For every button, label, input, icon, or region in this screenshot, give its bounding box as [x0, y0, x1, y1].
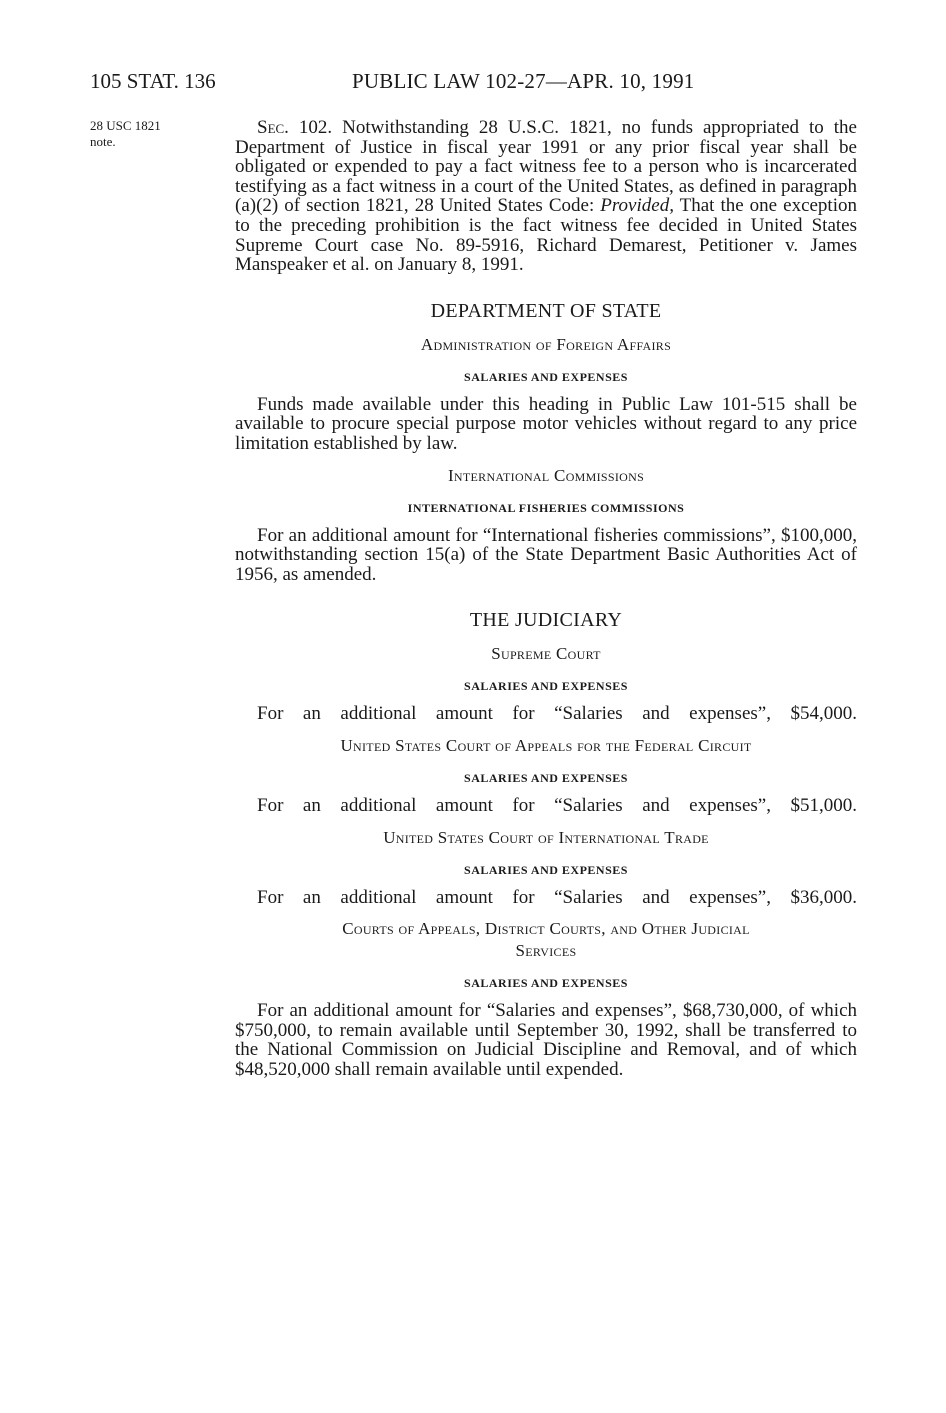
margin-citation: [90, 118, 210, 150]
agency-heading: Supreme Court: [491, 644, 601, 664]
appropriation-paragraph: For an additional amount for “Salaries and expenses”, $54,000.: [257, 703, 857, 725]
proviso-word: Provided,: [600, 195, 674, 217]
section-text-after: That the one exception to the preceding prohibition is the fact witness fee decided in United States Supreme Court case No. 89-5916, Richard Demarest, Petitioner v. James Manspeaker et al. on January 8, 1991.: [235, 195, 857, 276]
agency-heading: Administration of Foreign Affairs: [420, 334, 672, 354]
department-heading: DEPARTMENT OF STATE: [430, 299, 662, 322]
agency-heading-line1: Courts of Appeals, District Courts, and Other Judicial: [342, 919, 750, 939]
agency-heading: International Commissions: [447, 465, 645, 485]
section-label: Sec. 102.: [257, 117, 333, 138]
appropriation-paragraph: For an additional amount for “Salaries and expenses”, $68,730,000, of which $750,000, to remain available until September 30, 1992, shall be transferred to the National Commission on Judicial Discipline and Removal, and of which $48,520,000 shall remain available until expended.: [235, 1000, 857, 1080]
document-body: [235, 118, 857, 1079]
appropriation-heading: INTERNATIONAL FISHERIES COMMISSIONS: [407, 500, 685, 515]
department-heading: THE JUDICIARY: [469, 609, 623, 632]
agency-heading-line2: Services: [515, 941, 577, 961]
appropriation-heading: SALARIES AND EXPENSES: [464, 369, 628, 384]
margin-citation-line2: note.: [90, 134, 116, 149]
public-law-title: PUBLIC LAW 102-27—APR. 10, 1991: [352, 69, 695, 93]
margin-citation-line1: 28 USC 1821: [90, 118, 161, 133]
section-text-before: Notwithstanding 28 U.S.C. 1821, no funds appropriated to the Department of Justice in fiscal year 1991 or any prior fiscal year shall be obligated or expended to pay a fact witness fee to a person who is incarcerated testifying as a fact witness in a court of the United States, as defined in paragraph (a)(2) of section 1821, 28 United States Code:: [235, 117, 857, 217]
agency-heading: United States Court of International Trade: [383, 827, 709, 847]
section-102-paragraph: [235, 118, 857, 275]
appropriation-paragraph: For an additional amount for “International fisheries commissions”, $100,000, notwithstanding section 15(a) of the State Department Basic Authorities Act of 1956, as amended.: [235, 524, 857, 585]
appropriation-paragraph: For an additional amount for “Salaries and expenses”, $36,000.: [257, 886, 857, 908]
appropriation-paragraph: For an additional amount for “Salaries and expenses”, $51,000.: [257, 794, 857, 816]
appropriation-paragraph: Funds made available under this heading in Public Law 101-515 shall be available to procure special purpose motor vehicles without regard to any price limitation established by law.: [235, 393, 857, 454]
appropriation-heading: SALARIES AND EXPENSES: [464, 862, 628, 877]
page-header: [90, 64, 860, 98]
agency-heading: United States Court of Appeals for the Federal Circuit: [340, 735, 752, 755]
appropriation-heading: SALARIES AND EXPENSES: [464, 770, 628, 785]
statute-page-number: 105 STAT. 136: [90, 69, 216, 93]
agency-heading: [235, 918, 857, 962]
appropriation-heading: SALARIES AND EXPENSES: [464, 679, 628, 694]
appropriation-heading: SALARIES AND EXPENSES: [464, 976, 628, 991]
